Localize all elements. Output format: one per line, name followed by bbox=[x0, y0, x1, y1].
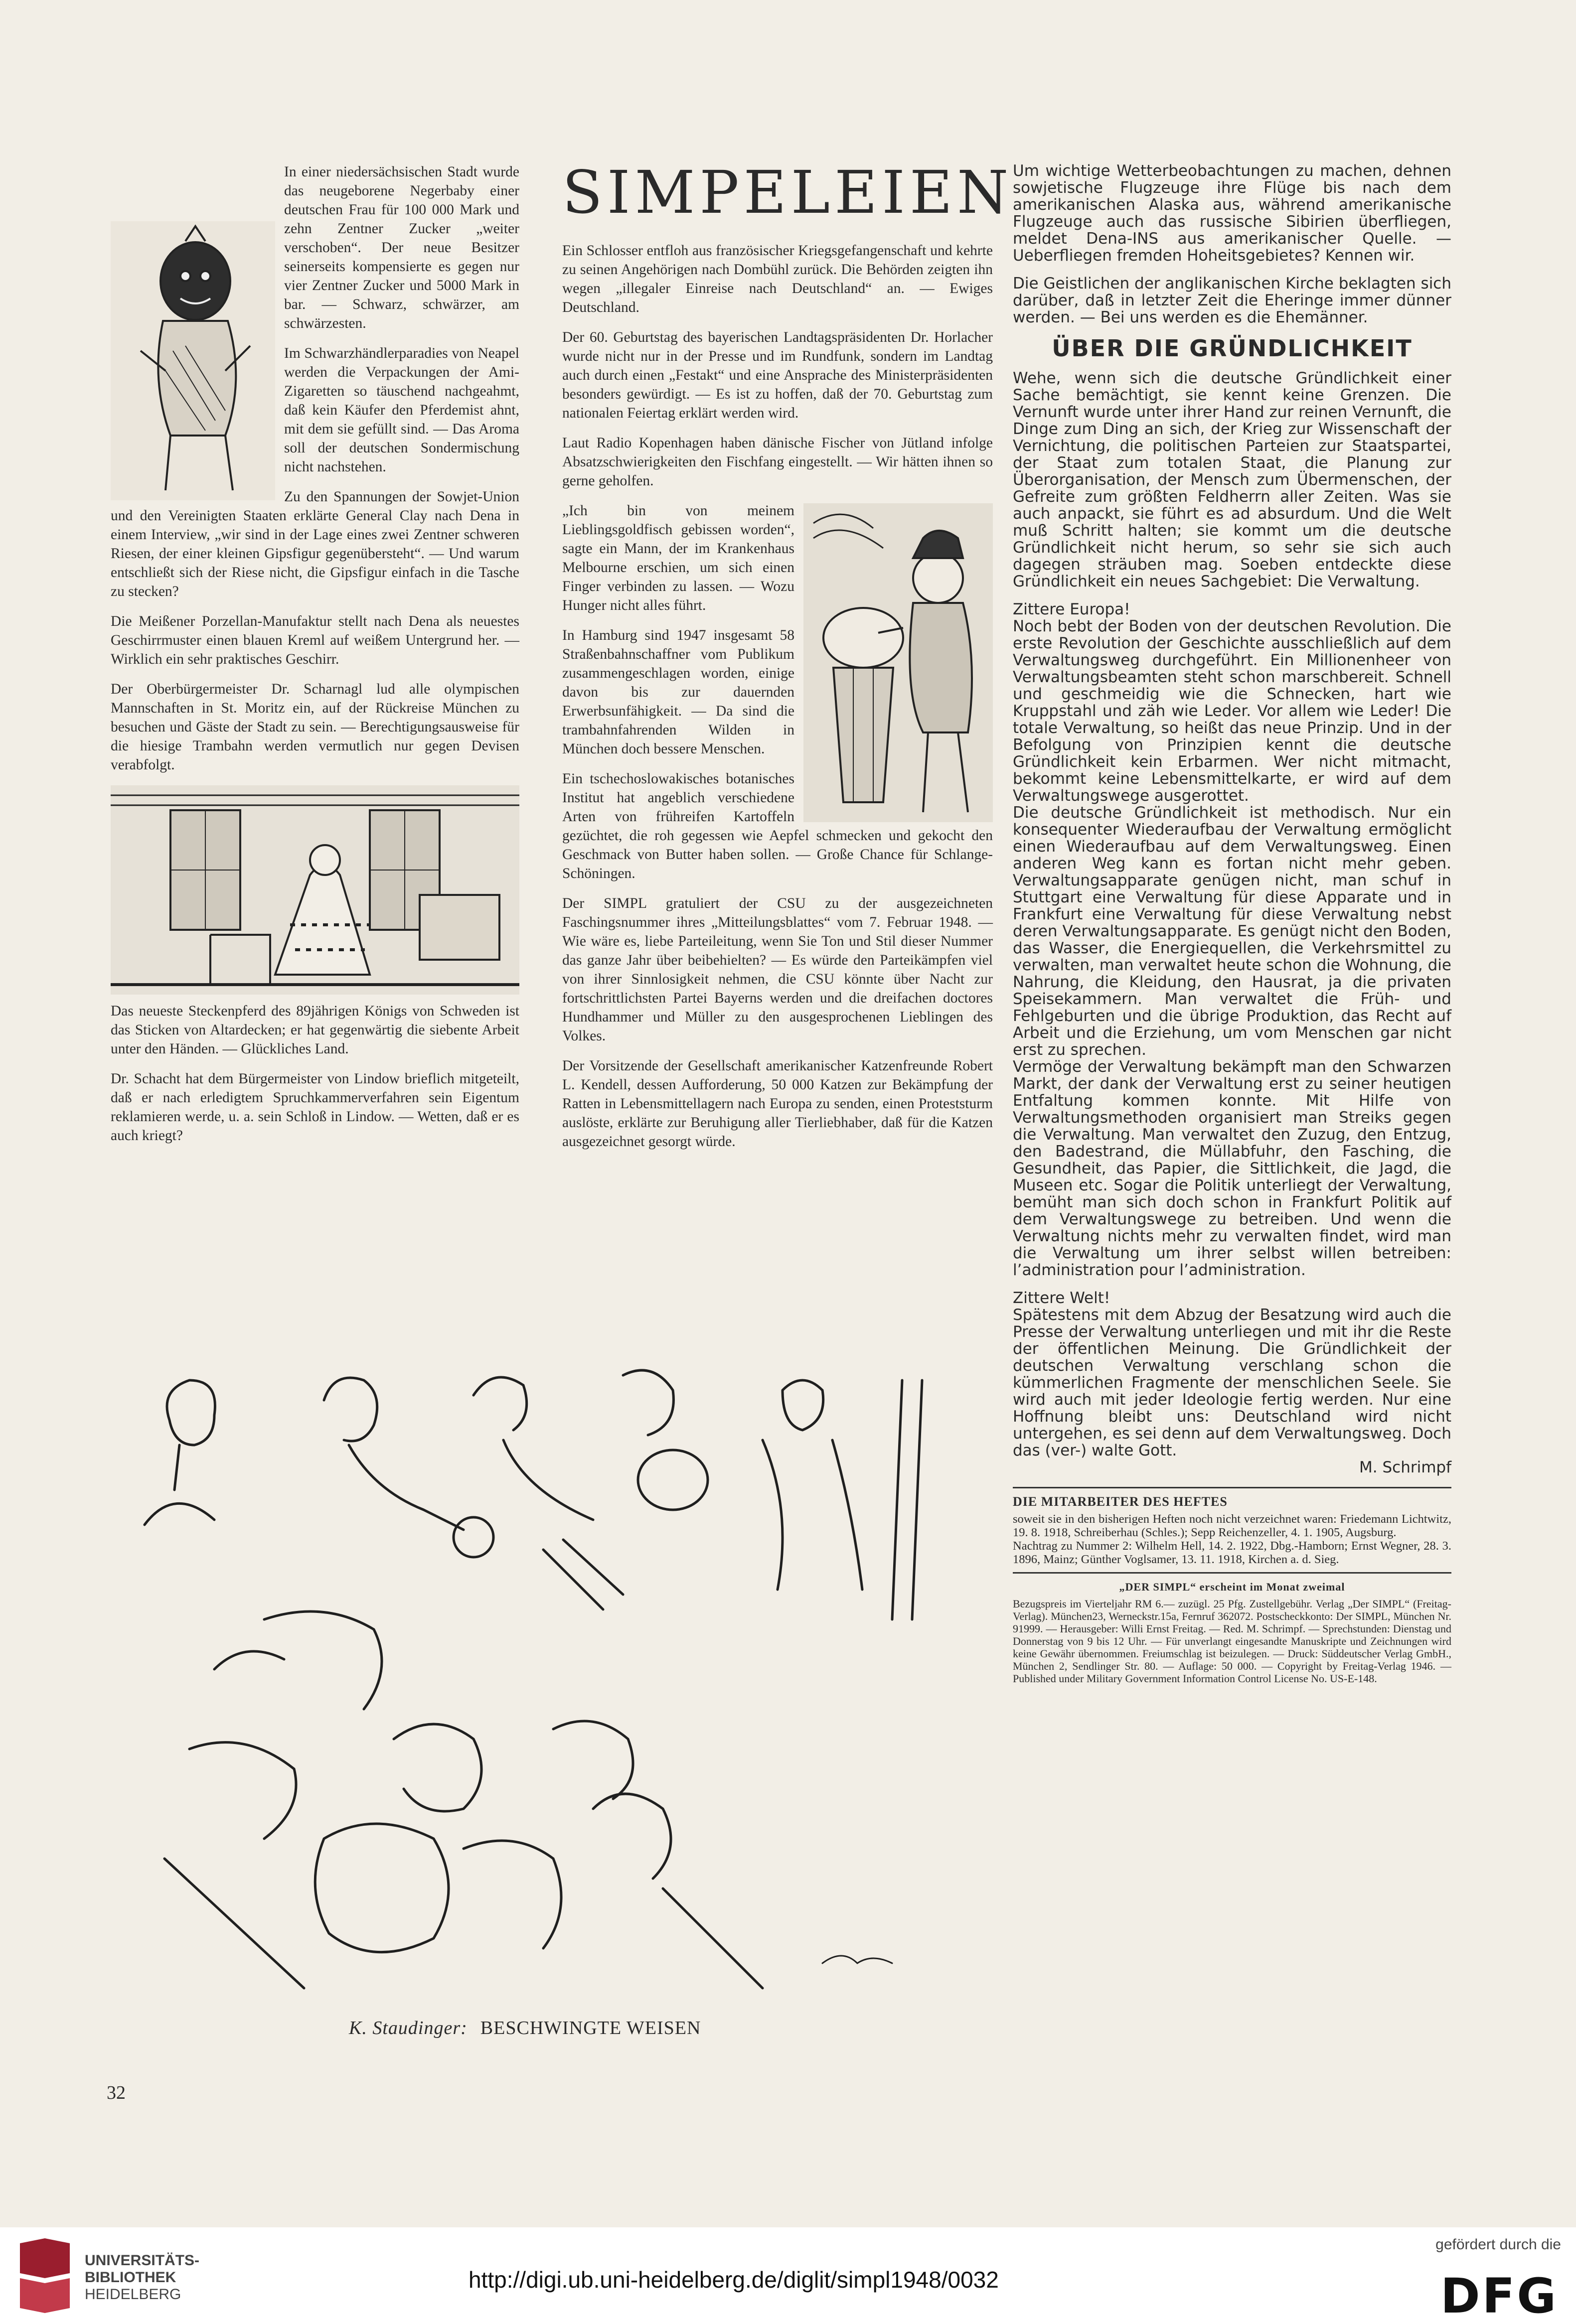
contributors-text: Nachtrag zu Nummer 2: Wilhelm Hell, 14. 2. 1922, Dbg.-Hamborn; Ernst Wegner, 28. 3. 1896, Mainz; Günther Voglsamer, 13. 11. 1918, Kirchen a. d. Sieg. bbox=[1013, 1539, 1451, 1566]
page-title: SIMPELEIEN bbox=[562, 158, 1013, 227]
university-library-logo-icon bbox=[15, 2238, 75, 2313]
news-item: Im Schwarzhändlerparadies von Neapel werden die Verpackungen der Ami-Zigaretten so täuschend nachgeahmt, daß kein Käufer den Pferdemist ahnt, mit dem sie gefüllt sind. — Das Aroma soll der deutschen Sondermischung nicht nachstehen. bbox=[284, 345, 519, 475]
column-right bbox=[1013, 162, 1451, 1685]
divider bbox=[1013, 1572, 1451, 1574]
illustration-baby-caricature bbox=[111, 221, 275, 500]
news-item: Ein tschechoslowakisches botanisches Institut hat angeblich verschiedene Arten von frühreifen Kartoffeln gezüchtet, die roh gegessen wie Aepfel schmecken und gekocht den Geschmack von Butter haben sollen. — Große Chance für Schlange-Schöningen. bbox=[562, 771, 993, 881]
divider bbox=[1013, 1487, 1451, 1488]
news-item: Der Oberbürgermeister Dr. Scharnagl lud alle olympischen Mannschaften in St. Moritz ein, auf der Rückreise München zu besuchen und Gäste der Stadt zu sein. — Berechtigungsausweise für die hiesige Trambahn werden vermutlich nur gegen Devisen verabfolgt. bbox=[111, 681, 519, 773]
news-item: Laut Radio Kopenhagen haben dänische Fischer von Jütland infolge Absatzschwierigkeiten den Fischfang eingestellt. — Wir hätten ihnen so gerne geholfen. bbox=[562, 435, 993, 489]
library-line: HEIDELBERG bbox=[85, 2286, 181, 2303]
essay-paragraph: Noch bebt der Boden von der deutschen Revolution. Die erste Revolution der Geschichte ausschließlich auf dem Verwaltungsweg durchgeführt. Ein Millionenheer von Verwaltungsbeamten steht schon marschbereit. Schnell und geschmeidig wie die Schnecken, hart wie Kruppstahl und zäh wie Leder. Vor allem wie Leder! Die totale Verwaltung, so heißt das neue Prinzip. Und in der Befolgung von Prinzipien kennt die deutsche Gründlichkeit kein Erbarmen. Wer nicht mitmacht, bekommt keine Lebensmittelkarte, er wird auf dem Verwaltungswege ausgerottet. bbox=[1013, 617, 1451, 805]
news-item: Die Meißener Porzellan-Manufaktur stellt nach Dena als neuestes Geschirrmuster einen blauen Kreml auf weißem Untergrund her. — Wirklich ein sehr praktisches Geschirr. bbox=[111, 613, 519, 667]
news-item: Das neueste Steckenpferd des 89jährigen Königs von Schweden ist das Sticken von Altardecken; er hat gegenwärtig die siebente Arbeit unter den Händen. — Glückliches Land. bbox=[111, 1003, 519, 1057]
news-item: Der 60. Geburtstag des bayerischen Landtagspräsidenten Dr. Horlacher wurde nicht nur in der Presse und im Rundfunk, sondern im Landtag auch durch einen „Festakt“ und eine Ansprache des Ministerpräsidenten besonders gewürdigt. — Es ist zu hoffen, daß der 70. Geburtstag zum nationalen Feiertag erklärt werden wird. bbox=[562, 329, 993, 421]
illustration-caption bbox=[349, 2017, 701, 2039]
caption-artist: K. Staudinger: bbox=[349, 2018, 468, 2038]
library-line: UNIVERSITÄTS- bbox=[85, 2252, 200, 2269]
news-item: Zu den Spannungen der Sowjet-Union und den Vereinigten Staaten erklärte General Clay nach Dena in einem Interview, „wir sind in der Lage eines zwei Zentner schweren Riesen, der einer kleinen Gipsfigur gegenübersteht“. — Und warum entschließt sich der Riese nicht, die Gipsfigur einfach in die Tasche zu stecken? bbox=[111, 489, 519, 599]
news-item: Um wichtige Wetterbeobachtungen zu machen, dehnen sowjetische Flugzeuge ihre Flüge bis nach dem amerikanischen Alaska aus, während amerikanische Flugzeuge auch das russische Sibirien überfliegen, meldet Dena-INS aus amerikanischer Quelle. — Ueberfliegen fremden Hoheitsgebietes? Kennen wir. bbox=[1013, 162, 1451, 265]
library-name bbox=[85, 2252, 199, 2303]
news-item: Dr. Schacht hat dem Bürgermeister von Lindow brieflich mitgeteilt, daß er nach erledigtem Spruchkammerverfahren sein Eigentum reklamieren werde, u. a. sein Schloß in Lindow. — Wetten, daß er es auch kriegt? bbox=[111, 1071, 519, 1144]
essay-paragraph: Die deutsche Gründlichkeit ist methodisch. Nur ein konsequenter Wiederaufbau der Verwaltung ermöglicht einen Wiederaufbau auf dem Verwaltungsweg. Einen anderen Weg kann es fortan nicht mehr geben. Verwaltungsapparate genügen nicht, man schuf in Stuttgart eine Verwaltung für diese Apparate und in Frankfurt eine Verwaltung für diese Verwaltung nebst deren Verwaltungsapparate. Es genügt nicht den Boden, das Wasser, die Energiequellen, die Verkehrsmittel zu verwalten, man verwaltet heute schon die Wohnung, die Nahrung, die Kleidung, den Hausrat, ja die privaten Speisekammern. Man verwaltet die Früh- und Fehlgeburten und die übrige Produktion, das Recht auf Arbeit und die Erziehung, um vom Menschen gar nicht erst zu sprechen. bbox=[1013, 804, 1451, 1059]
illustration-goldfish-man bbox=[803, 503, 993, 822]
imprint-heading: „DER SIMPL“ erscheint im Monat zweimal bbox=[1119, 1581, 1345, 1593]
contributors-heading: DIE MITARBEITER DES HEFTES bbox=[1013, 1494, 1228, 1509]
essay-title: ÜBER DIE GRÜNDLICHKEIT bbox=[1052, 335, 1413, 362]
news-item: Die Geistlichen der anglikanischen Kirche beklagten sich darüber, daß in letzter Zeit die Eheringe immer dünner werden. — Bei uns werden es die Ehemänner. bbox=[1013, 275, 1451, 326]
essay-author: M. Schrimpf bbox=[1359, 1458, 1451, 1476]
news-item: „Ich bin von meinem Lieblingsgoldfisch gebissen worden“, sagte ein Mann, der im Krankenhaus Melbourne erschien, um sich einen Finger verbinden zu lassen. — Wozu Hunger nicht alles führt. bbox=[562, 503, 794, 613]
illustration-beschwingte-weisen bbox=[115, 1360, 972, 2008]
essay-paragraph: Wehe, wenn sich die deutsche Gründlichkeit einer Sache bemächtigt, sie kennt keine Grenzen. Die Vernunft wurde unter ihrer Hand zur reinen Vernunft, die Dinge zum Ding an sich, der Krieg zur Wissenschaft der Vernichtung, die politischen Parteien zur Staatspartei, der Staat zum totalen Staat, die Planung zur Überorganisation, der Mensch zum Übermenschen, der Gefreite zum größten Feldherrn aller Zeiten. Was sie auch anpackt, sie führt es ad absurdum. Und die Welt muß Schritt halten; sie kommt um die deutsche Gründlichkeit nicht herum, so sehr sie sich auch dagegen sträuben mag. Soeben entdeckte diese Gründlichkeit ein neues Sachgebiet: Die Verwaltung. bbox=[1013, 369, 1451, 590]
funding-note: gefördert durch die bbox=[1435, 2236, 1561, 2253]
essay-subheading: Zittere Europa! bbox=[1013, 600, 1130, 618]
illustration-king-embroidering bbox=[111, 785, 519, 995]
news-item: Der Vorsitzende der Gesellschaft amerikanischer Katzenfreunde Robert L. Kendell, dessen Aufforderung, 50 000 Katzen zur Bekämpfung der Ratten in Lebensmittellagern nach Europa zu senden, einen Proteststurm auslöste, erklärte zur Beruhigung aller Tierliebhaber, daß für die Katzen ausgezeichnet gesorgt würde. bbox=[562, 1058, 993, 1150]
news-item: In einer niedersächsischen Stadt wurde das neugeborene Negerbaby einer deutschen Frau für 100 000 Mark und zehn Zentner Zucker „weiter verschoben“. Der neue Besitzer seinerseits kompensierte es gegen nur vier Zentner Zucker und 5000 Mark in bar. — Schwarz, schwärzer, am schwärzesten. bbox=[284, 164, 519, 331]
dfg-logo: DFG bbox=[1440, 2268, 1558, 2324]
column-left bbox=[111, 162, 519, 1156]
column-middle bbox=[562, 158, 1013, 1162]
news-item: Ein Schlosser entfloh aus französischer Kriegsgefangenschaft und kehrte zu seinen Angehörigen nach Dombühl zurück. Die Behörden zeigten ihn wegen „illegaler Einreise nach Deutschland“ an. — Ewiges Deutschland. bbox=[562, 243, 993, 315]
library-line: BIBLIOTHEK bbox=[85, 2269, 176, 2286]
essay-paragraph: Spätestens mit dem Abzug der Besatzung wird auch die Presse der Verwaltung unterliegen und mit ihr die Reste der öffentlichen Meinung. Die Gründlichkeit der deutschen Verwaltung verschlang schon die kümmerlichen Fragmente der menschlichen Seele. Sie wird auch mit jeder Ideologie fertig werden. Nur eine Hoffnung bleibt uns: Deutschland wird nicht untergehen, es sei denn auf dem Verwaltungsweg. Doch das (ver-) walte Gott. bbox=[1013, 1306, 1451, 1459]
essay-subheading: Zittere Welt! bbox=[1013, 1289, 1110, 1307]
contributors-text: soweit sie in den bisherigen Heften noch nicht verzeichnet waren: Friedemann Lichtwitz, 19. 8. 1918, Schreiberhau (Schles.); Sepp Reichenzeller, 4. 1. 1905, Augsburg. bbox=[1013, 1512, 1451, 1539]
essay-paragraph: Vermöge der Verwaltung bekämpft man den Schwarzen Markt, der dank der Verwaltung erst zu seiner heutigen Entfaltung kommen konnte. Mit Hilfe von Verwaltungsmethoden organisiert man Streiks gegen die Verwaltung. Man verwaltet den Zuzug, den Entzug, den Badestrand, die Müllabfuhr, den Fasching, die Gesundheit, das Papier, die Sittlichkeit, die Jagd, die Museen etc. Sogar die Politik unterliegt der Verwaltung, bemüht man sich doch schon in Frankfurt Politik auf dem Verwaltungswege zu betreiben. Und wenn die Verwaltung nichts mehr zu verwalten findet, wird man die Verwaltung um ihrer selbst willen betreiben: l’administration pour l’administration. bbox=[1013, 1058, 1451, 1279]
news-item: In Hamburg sind 1947 insgesamt 58 Straßenbahnschaffner vom Publikum zusammengeschlagen worden, einige davon bis zur dauernden Erwerbsunfähigkeit. — Da sind die trambahnfahrenden Wilden in München doch bessere Menschen. bbox=[562, 627, 794, 757]
page-number: 32 bbox=[107, 2082, 126, 2103]
imprint-text: Bezugspreis im Vierteljahr RM 6.— zuzügl. 25 Pfg. Zustellgebühr. Verlag „Der SIMPL“ (Freitag-Verlag). München23, Werneckstr.15a, Fernruf 362072. Postscheckkonto: Der SIMPL, München Nr. 91999. — Herausgeber: Willi Ernst Freitag. — Red. M. Schrimpf. — Sprechstunden: Dienstag und Donnerstag von 9 bis 12 Uhr. — Für unverlangt eingesandte Manuskripte und Zeichnungen wird keine Gewähr übernommen. Freiumschlag ist beizulegen. — Druck: Süddeutscher Verlag GmbH., München 2, Sendlinger Str. 80. — Auflage: 50 000. — Copyright by Freitag-Verlag 1946. — Published under Military Government Information Control License No. US-E-148. bbox=[1013, 1598, 1451, 1685]
source-url-link[interactable]: http://digi.ub.uni-heidelberg.de/diglit/simpl1948/0032 bbox=[469, 2267, 999, 2293]
news-item: Der SIMPL gratuliert der CSU zu der ausgezeichneten Faschingsnummer ihres „Mitteilungsblattes“ vom 7. Februar 1948. — Wie wäre es, liebe Parteileitung, wenn Sie Ton und Stil dieser Nummer das ganze Jahr über beibehielten? — Es würde den Parteikämpfen viel von ihrer Sinnlosigkeit nehmen, die CSU könnte über Nacht zur fortschrittlichsten Partei Bayerns werden und die dreifachen doctores Hundhammer und Müller zu den ausgesprochenen Lieblingen des Volkes. bbox=[562, 895, 993, 1044]
caption-title: BESCHWINGTE WEISEN bbox=[480, 2018, 701, 2038]
